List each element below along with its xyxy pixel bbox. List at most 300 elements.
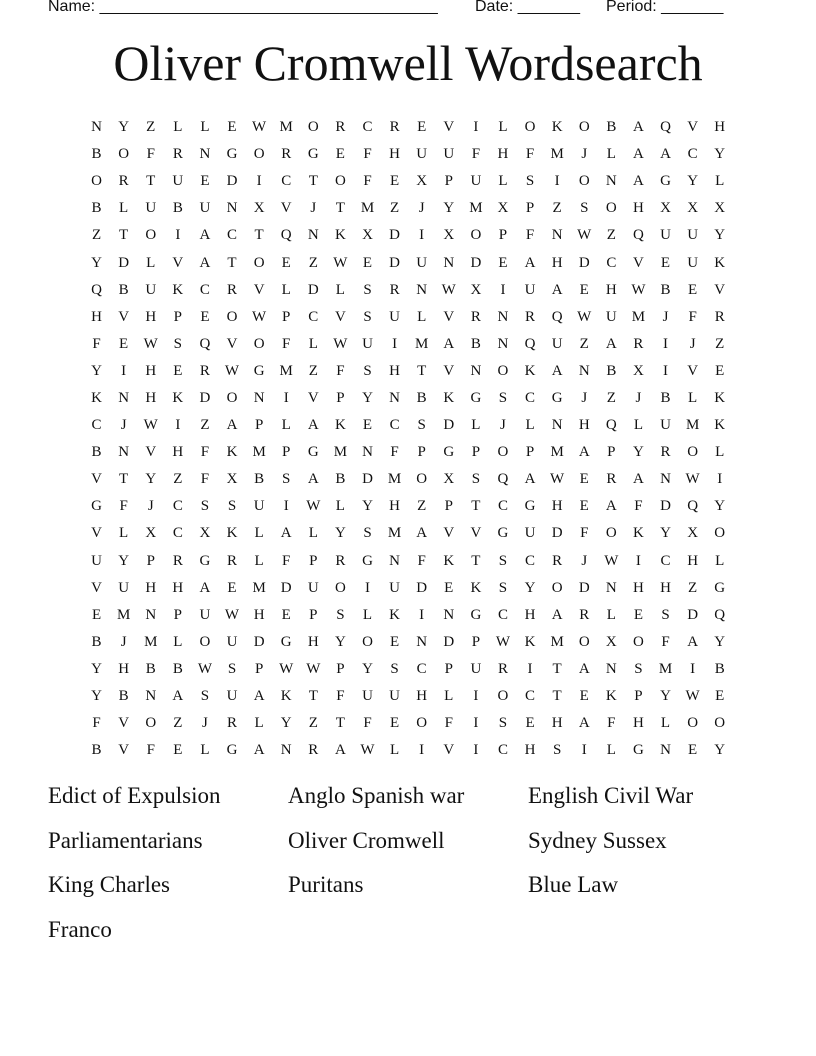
grid-letter: R	[227, 715, 238, 732]
grid-letter: C	[362, 119, 373, 136]
grid-letter: G	[226, 742, 238, 759]
grid-letter: F	[525, 146, 535, 163]
grid-letter: I	[473, 119, 479, 136]
grid-letter: E	[579, 688, 589, 705]
grid-letter: N	[362, 444, 373, 461]
grid-letter: L	[688, 389, 698, 406]
grid-letter: M	[333, 444, 348, 461]
grid-letter: W	[279, 660, 294, 677]
grid-letter: N	[280, 742, 292, 759]
grid-letter: Q	[497, 471, 509, 488]
grid-letter: V	[91, 471, 102, 488]
grid-letter: S	[498, 389, 508, 406]
grid-letter: P	[336, 389, 345, 406]
grid-letter: R	[660, 444, 671, 461]
grid-letter: L	[606, 742, 616, 759]
grid-letter: E	[281, 606, 291, 623]
grid-letter: I	[473, 715, 479, 732]
grid-letter: F	[363, 146, 372, 163]
grid-letter: B	[606, 119, 617, 136]
grid-letter: O	[145, 715, 157, 732]
grid-letter: O	[199, 633, 211, 650]
grid-letter: H	[551, 254, 563, 271]
grid-letter: U	[118, 579, 130, 596]
grid-letter: E	[417, 119, 427, 136]
grid-letter: M	[658, 660, 673, 677]
grid-letter: X	[497, 200, 509, 217]
grid-letter: F	[607, 715, 616, 732]
grid-letter: N	[253, 389, 265, 406]
grid-letter: D	[578, 254, 590, 271]
grid-letter: H	[145, 389, 157, 406]
grid-letter: L	[281, 417, 291, 434]
grid-letter: F	[417, 552, 426, 569]
grid-letter: Y	[145, 471, 157, 488]
grid-letter: B	[470, 335, 481, 352]
grid-letter: R	[172, 552, 183, 569]
grid-letter: E	[688, 281, 698, 298]
grid-row	[83, 114, 735, 141]
grid-letter: M	[685, 417, 700, 434]
grid-letter: I	[663, 335, 669, 352]
grid-letter: G	[280, 633, 292, 650]
grid-letter: N	[605, 173, 617, 190]
grid-letter: S	[661, 606, 670, 623]
grid-letter: E	[660, 254, 671, 271]
grid-row	[83, 575, 735, 602]
grid-letter: F	[363, 715, 372, 732]
grid-letter: Y	[118, 552, 130, 569]
grid-letter: O	[253, 335, 265, 352]
grid-letter: C	[497, 498, 508, 515]
grid-letter: K	[280, 688, 292, 705]
grid-letter: E	[335, 146, 345, 163]
grid-letter: P	[309, 552, 318, 569]
grid-letter: S	[363, 362, 372, 379]
grid-letter: P	[282, 444, 291, 461]
grid-letter: C	[525, 389, 536, 406]
grid-letter: W	[252, 308, 267, 325]
grid-letter: M	[116, 606, 131, 623]
grid-row	[83, 737, 735, 764]
grid-letter: U	[362, 688, 373, 705]
grid-letter: D	[578, 579, 590, 596]
grid-letter: U	[416, 254, 428, 271]
grid-letter: Z	[200, 417, 210, 434]
grid-letter: V	[714, 281, 726, 298]
grid-letter: N	[605, 660, 617, 677]
grid-letter: K	[91, 389, 102, 406]
grid-letter: V	[118, 742, 130, 759]
grid-letter: T	[308, 688, 318, 705]
grid-letter: H	[633, 579, 644, 596]
grid-letter: H	[118, 660, 130, 677]
grid-letter: P	[417, 444, 426, 461]
grid-letter: I	[554, 173, 560, 190]
grid-letter: I	[500, 281, 506, 298]
grid-letter: S	[282, 471, 291, 488]
grid-letter: J	[202, 715, 208, 732]
grid-letter: J	[120, 417, 127, 434]
grid-letter: G	[470, 606, 482, 623]
grid-letter: U	[470, 173, 482, 190]
grid-letter: A	[633, 173, 644, 190]
grid-letter: E	[362, 417, 373, 434]
grid-letter: H	[307, 633, 319, 650]
grid-letter: V	[633, 254, 644, 271]
grid-letter: V	[172, 254, 184, 271]
grid-letter: F	[336, 688, 345, 705]
grid-letter: U	[389, 579, 400, 596]
grid-letter: I	[175, 417, 181, 434]
grid-letter: D	[307, 281, 319, 298]
grid-letter: Z	[715, 335, 725, 352]
grid-letter: C	[91, 417, 102, 434]
grid-letter: E	[119, 335, 129, 352]
grid-letter: V	[307, 389, 319, 406]
grid-letter: D	[443, 633, 455, 650]
grid-letter: E	[389, 633, 400, 650]
grid-letter: Y	[714, 742, 726, 759]
grid-letter: N	[416, 281, 428, 298]
grid-letter: Z	[688, 579, 698, 596]
grid-letter: Z	[173, 715, 183, 732]
grid-letter: I	[473, 688, 479, 705]
grid-letter: O	[334, 579, 346, 596]
grid-letter: T	[146, 173, 156, 190]
grid-letter: K	[226, 444, 238, 461]
grid-letter: O	[497, 444, 509, 461]
grid-letter: A	[551, 281, 563, 298]
grid-letter: R	[606, 471, 617, 488]
grid-letter: A	[660, 146, 671, 163]
grid-letter: T	[254, 227, 264, 244]
header-fields	[48, 0, 768, 20]
grid-letter: F	[471, 146, 481, 163]
word-list-item: Blue Law	[528, 872, 619, 897]
grid-letter: U	[145, 281, 157, 298]
grid-letter: G	[497, 525, 509, 542]
grid-letter: P	[525, 444, 535, 461]
grid-letter: Q	[633, 227, 644, 244]
grid-letter: V	[687, 119, 699, 136]
grid-letter: V	[687, 362, 699, 379]
grid-letter: O	[551, 579, 563, 596]
grid-letter: Z	[606, 227, 616, 244]
grid-letter: F	[200, 471, 210, 488]
grid-letter: F	[444, 715, 453, 732]
grid-letter: G	[226, 146, 238, 163]
grid-letter: P	[444, 660, 453, 677]
grid-letter: C	[525, 552, 536, 569]
grid-letter: H	[605, 281, 617, 298]
grid-letter: P	[173, 308, 182, 325]
grid-letter: L	[633, 417, 643, 434]
grid-letter: W	[306, 660, 321, 677]
grid-letter: Q	[524, 335, 536, 352]
grid-letter: V	[91, 579, 102, 596]
grid-letter: W	[306, 498, 321, 515]
grid-letter: P	[607, 444, 616, 461]
grid-letter: P	[444, 173, 453, 190]
grid-letter: R	[579, 606, 590, 623]
grid-letter: Y	[362, 660, 373, 677]
grid-letter: M	[144, 633, 158, 650]
grid-letter: F	[363, 173, 372, 190]
grid-letter: U	[551, 335, 563, 352]
grid-letter: U	[389, 688, 400, 705]
grid-row	[83, 385, 735, 412]
grid-letter: Z	[146, 119, 156, 136]
grid-letter: H	[389, 498, 400, 515]
grid-letter: N	[660, 471, 671, 488]
grid-letter: D	[280, 579, 292, 596]
grid-letter: D	[199, 389, 211, 406]
grid-letter: A	[443, 335, 455, 352]
grid-letter: J	[500, 417, 506, 434]
period-field-label: Period: _______	[606, 0, 724, 15]
grid-letter: K	[714, 389, 726, 406]
grid-letter: V	[334, 308, 346, 325]
grid-letter: K	[334, 227, 346, 244]
grid-letter: V	[470, 525, 482, 542]
grid-letter: V	[253, 281, 265, 298]
grid-letter: O	[416, 471, 428, 488]
grid-letter: W	[197, 660, 212, 677]
grid-letter: G	[91, 498, 102, 515]
grid-letter: N	[416, 633, 428, 650]
grid-letter: J	[581, 146, 588, 163]
grid-letter: P	[634, 688, 643, 705]
letter-grid	[83, 114, 735, 764]
grid-letter: W	[685, 471, 700, 488]
grid-letter: F	[634, 498, 643, 515]
grid-letter: C	[687, 146, 698, 163]
grid-letter: T	[471, 552, 481, 569]
grid-letter: N	[118, 444, 130, 461]
grid-letter: D	[389, 254, 400, 271]
grid-letter: V	[91, 525, 102, 542]
grid-letter: L	[119, 525, 129, 542]
grid-letter: L	[417, 308, 427, 325]
grid-letter: S	[227, 498, 237, 515]
grid-letter: W	[143, 417, 158, 434]
grid-letter: I	[473, 742, 479, 759]
grid-letter: O	[226, 389, 238, 406]
grid-letter: C	[281, 173, 292, 190]
grid-letter: U	[687, 227, 699, 244]
grid-letter: C	[172, 525, 183, 542]
grid-letter: S	[200, 688, 210, 705]
grid-letter: M	[387, 471, 402, 488]
grid-letter: B	[145, 660, 156, 677]
grid-row	[83, 195, 735, 222]
grid-letter: P	[254, 417, 264, 434]
grid-letter: O	[253, 254, 265, 271]
grid-letter: O	[334, 173, 346, 190]
grid-letter: N	[389, 389, 400, 406]
grid-letter: U	[524, 281, 536, 298]
grid-letter: V	[443, 742, 455, 759]
grid-letter: B	[335, 471, 346, 488]
grid-letter: S	[390, 660, 399, 677]
grid-letter: P	[471, 444, 481, 461]
grid-letter: I	[690, 660, 696, 677]
grid-letter: Y	[687, 173, 699, 190]
grid-row	[83, 439, 735, 466]
grid-letter: R	[714, 308, 725, 325]
grid-letter: Z	[579, 335, 589, 352]
grid-letter: K	[334, 417, 346, 434]
grid-letter: N	[199, 146, 211, 163]
grid-letter: B	[416, 389, 427, 406]
grid-letter: I	[419, 742, 425, 759]
grid-letter: R	[199, 362, 210, 379]
grid-letter: S	[552, 742, 562, 759]
grid-letter: R	[552, 552, 563, 569]
grid-letter: Q	[199, 335, 211, 352]
grid-letter: W	[252, 119, 267, 136]
grid-letter: H	[687, 552, 699, 569]
grid-letter: K	[172, 389, 184, 406]
grid-letter: I	[283, 498, 289, 515]
grid-letter: U	[91, 552, 102, 569]
grid-letter: J	[689, 335, 696, 352]
grid-letter: B	[118, 281, 129, 298]
grid-letter: M	[550, 146, 564, 163]
grid-letter: C	[660, 552, 671, 569]
grid-letter: H	[660, 579, 671, 596]
grid-row	[83, 222, 735, 249]
grid-letter: T	[552, 660, 562, 677]
grid-letter: M	[387, 525, 402, 542]
grid-letter: R	[308, 742, 319, 759]
grid-row	[83, 277, 735, 304]
grid-letter: U	[362, 335, 373, 352]
word-list-item: Puritans	[288, 872, 364, 897]
grid-letter: F	[146, 146, 155, 163]
grid-letter: D	[416, 579, 428, 596]
grid-letter: F	[282, 335, 291, 352]
grid-letter: X	[362, 227, 373, 244]
grid-letter: E	[200, 173, 210, 190]
grid-letter: J	[635, 389, 642, 406]
grid-letter: M	[631, 308, 646, 325]
grid-letter: M	[252, 444, 266, 461]
grid-letter: I	[392, 335, 398, 352]
page-title: Oliver Cromwell Wordsearch	[113, 35, 703, 91]
grid-letter: A	[307, 417, 319, 434]
grid-letter: A	[633, 119, 644, 136]
grid-letter: O	[497, 362, 509, 379]
grid-letter: R	[389, 119, 400, 136]
grid-letter: N	[605, 579, 617, 596]
word-list-item: Sydney Sussex	[528, 827, 667, 853]
grid-letter: L	[335, 498, 345, 515]
grid-letter: N	[226, 200, 238, 217]
grid-letter: W	[333, 335, 348, 352]
grid-letter: L	[389, 742, 400, 759]
grid-letter: G	[307, 444, 319, 461]
grid-letter: J	[418, 200, 425, 217]
grid-letter: U	[145, 200, 157, 217]
grid-letter: Y	[334, 633, 346, 650]
grid-letter: X	[660, 200, 671, 217]
grid-letter: A	[551, 362, 563, 379]
grid-letter: B	[714, 660, 725, 677]
grid-letter: I	[419, 606, 425, 623]
grid-letter: A	[605, 498, 617, 515]
grid-letter: F	[119, 498, 128, 515]
grid-letter: M	[279, 362, 293, 379]
word-list-item: English Civil War	[528, 783, 694, 808]
grid-letter: T	[227, 254, 237, 271]
grid-letter: U	[199, 606, 211, 623]
grid-letter: E	[715, 362, 725, 379]
grid-letter: T	[552, 688, 562, 705]
grid-letter: E	[389, 173, 400, 190]
grid-letter: F	[580, 525, 589, 542]
grid-letter: K	[524, 633, 536, 650]
grid-letter: H	[172, 579, 184, 596]
grid-letter: O	[578, 119, 590, 136]
grid-letter: Z	[417, 498, 427, 515]
grid-row	[83, 548, 735, 575]
grid-letter: D	[470, 254, 482, 271]
grid-letter: Y	[660, 525, 671, 542]
grid-letter: X	[443, 471, 455, 488]
grid-letter: H	[551, 715, 563, 732]
date-field-label: Date: _______	[475, 0, 580, 15]
grid-letter: Y	[91, 254, 102, 271]
grid-letter: Y	[280, 715, 292, 732]
grid-letter: A	[307, 471, 319, 488]
grid-letter: S	[471, 471, 481, 488]
grid-letter: X	[605, 633, 617, 650]
grid-letter: R	[470, 308, 481, 325]
grid-letter: F	[92, 715, 101, 732]
grid-letter: Y	[91, 660, 102, 677]
grid-letter: Q	[714, 606, 726, 623]
grid-letter: F	[146, 742, 155, 759]
grid-letter: L	[146, 254, 156, 271]
grid-row	[83, 629, 735, 656]
grid-letter: W	[143, 335, 158, 352]
grid-letter: U	[660, 417, 671, 434]
grid-letter: D	[551, 525, 563, 542]
grid-letter: R	[525, 308, 536, 325]
grid-letter: T	[308, 173, 318, 190]
grid-letter: S	[498, 579, 508, 596]
grid-letter: C	[497, 742, 508, 759]
grid-letter: S	[498, 715, 508, 732]
grid-letter: S	[336, 606, 345, 623]
grid-letter: V	[443, 119, 455, 136]
grid-letter: N	[660, 742, 671, 759]
grid-letter: N	[145, 606, 157, 623]
grid-letter: O	[226, 308, 238, 325]
grid-letter: T	[471, 498, 481, 515]
grid-letter: Y	[91, 688, 102, 705]
grid-letter: K	[714, 417, 726, 434]
grid-letter: B	[91, 742, 102, 759]
grid-letter: Y	[714, 498, 726, 515]
grid-letter: H	[497, 146, 509, 163]
grid-letter: O	[524, 119, 536, 136]
grid-letter: A	[551, 606, 563, 623]
grid-letter: W	[604, 552, 619, 569]
grid-letter: A	[524, 254, 536, 271]
